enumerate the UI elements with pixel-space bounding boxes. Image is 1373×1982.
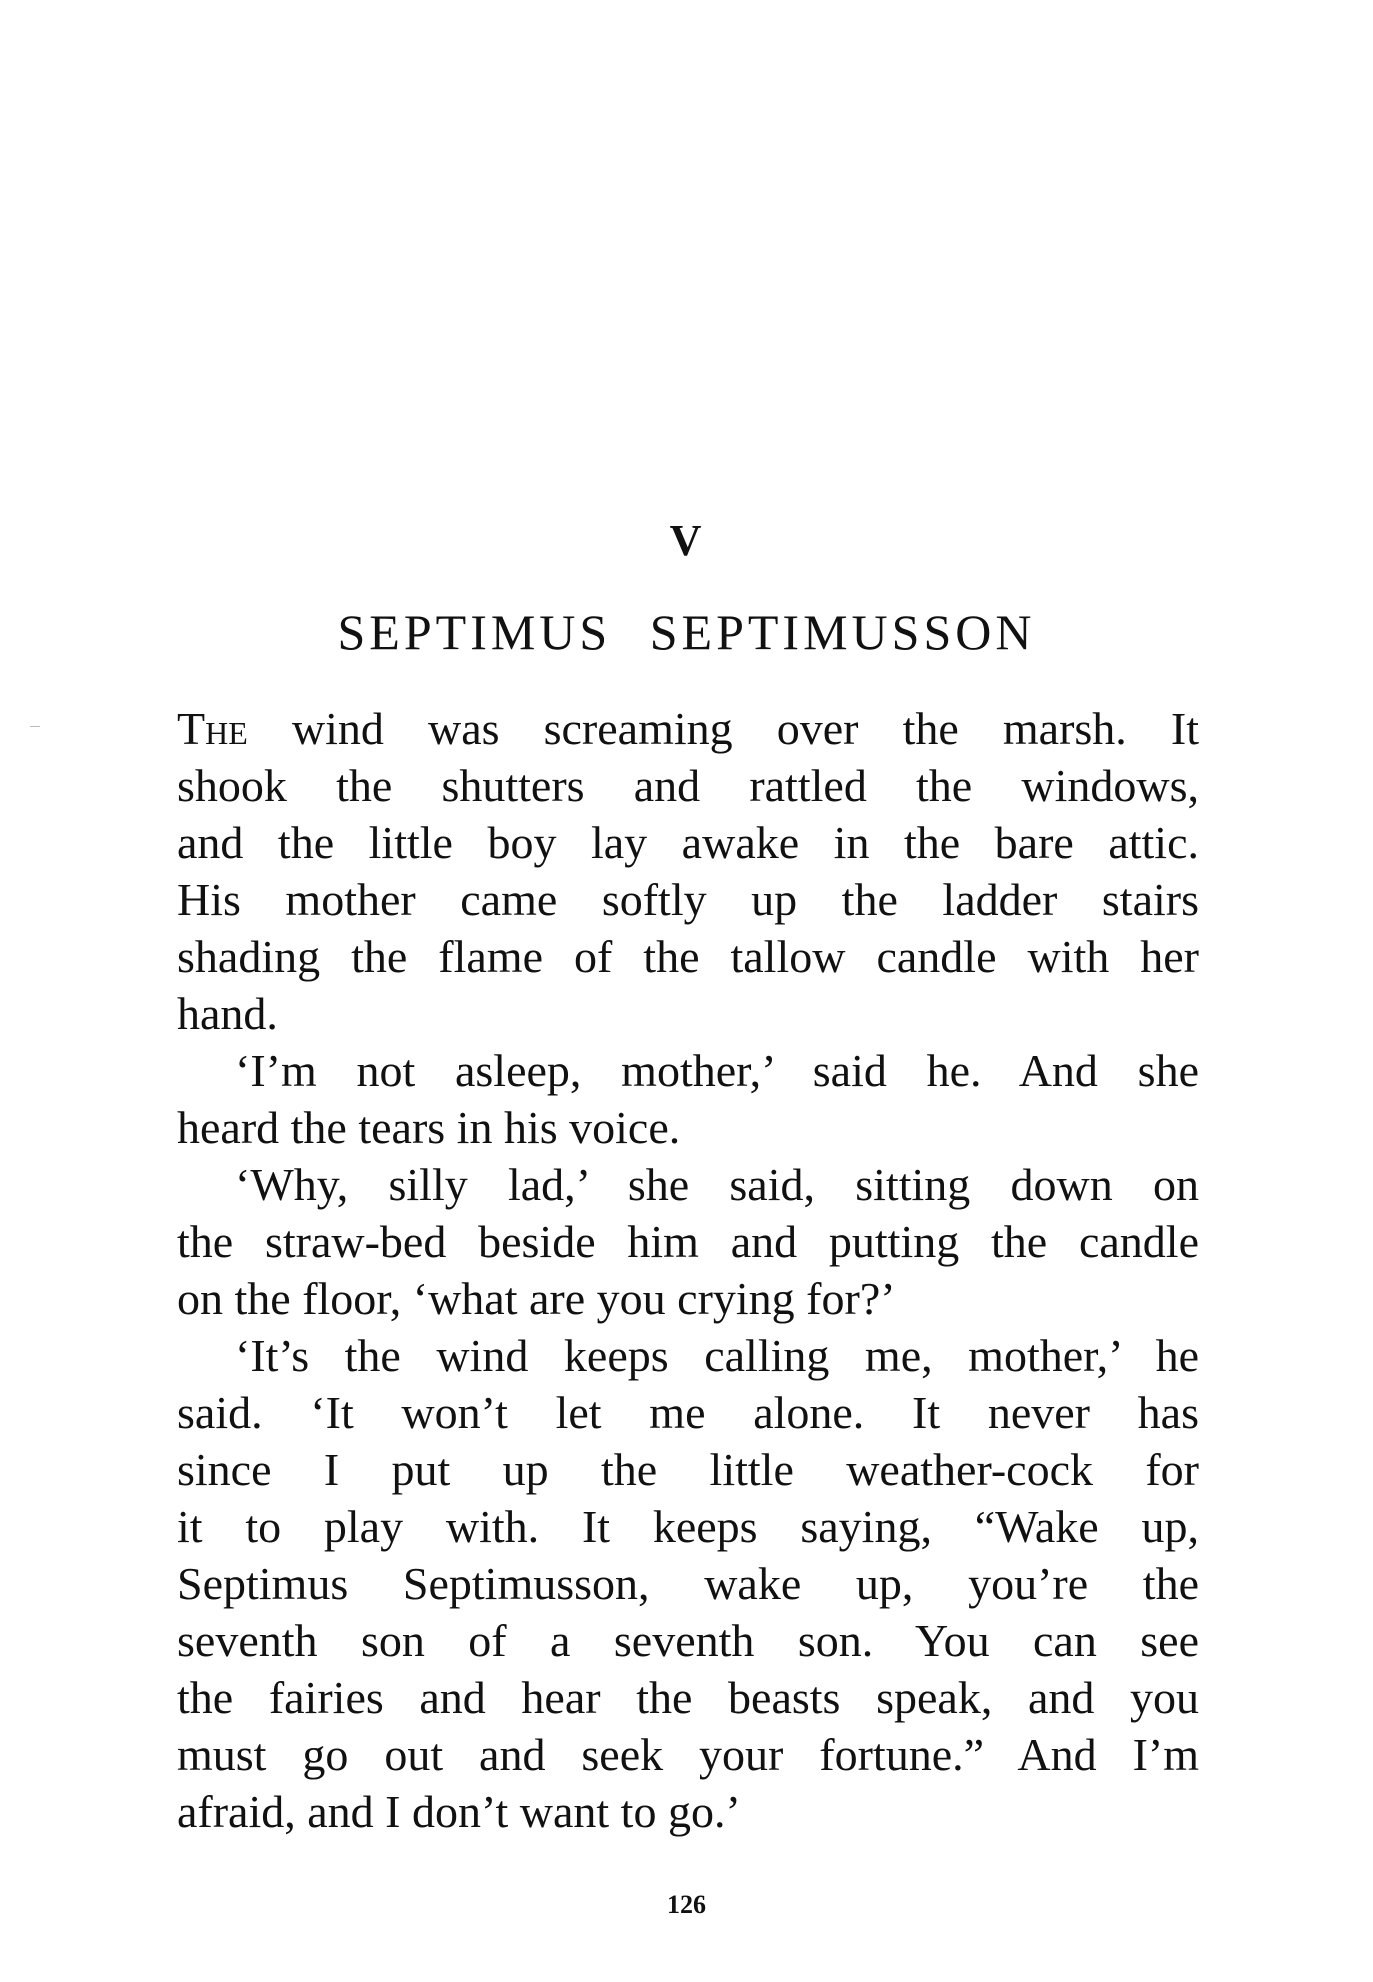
text-line: shading the flame of the tallow candle with her [177, 931, 1199, 982]
text-line: must go out and seek your fortune.” And I’m [177, 1729, 1199, 1780]
text-line: ‘I’m not asleep, mother,’ said he. And she [235, 1045, 1199, 1096]
text-line: and the little boy lay awake in the bare attic. [177, 817, 1199, 868]
text-line: since I put up the little weather-cock for [177, 1444, 1199, 1495]
paragraph-1 [177, 700, 1199, 1042]
text-line: seventh son of a seventh son. You can see [177, 1615, 1199, 1666]
text-line: shook the shutters and rattled the windows, [177, 760, 1199, 811]
text-line: heard the tears in his voice. [177, 1102, 681, 1153]
text-line: ‘It’s the wind keeps calling me, mother,’ he [235, 1330, 1199, 1381]
text-line: the fairies and hear the beasts speak, and you [177, 1672, 1199, 1723]
chapter-number: V [669, 516, 704, 565]
text-line: ‘Why, silly lad,’ she said, sitting down on [235, 1159, 1199, 1210]
text-line-content: wind was screaming over the marsh. It [291, 703, 1199, 754]
paragraph-2 [177, 1042, 1199, 1156]
opening-smallcaps: The [177, 703, 248, 754]
chapter-title: SEPTIMUS SEPTIMUSSON [337, 604, 1036, 660]
text-line: Septimus Septimusson, wake up, you’re the [177, 1558, 1199, 1609]
text-line: hand. [177, 988, 278, 1039]
margin-mark [30, 726, 40, 727]
paragraph-3 [177, 1156, 1199, 1327]
text-line [177, 700, 1199, 757]
paragraph-4 [177, 1327, 1199, 1840]
text-line: said. ‘It won’t let me alone. It never has [177, 1387, 1199, 1438]
body-text [177, 700, 1199, 1840]
text-line: on the floor, ‘what are you crying for?’ [177, 1273, 896, 1324]
text-line: afraid, and I don’t want to go.’ [177, 1786, 741, 1837]
text-line: the straw-bed beside him and putting the candle [177, 1216, 1199, 1267]
page-number: 126 [667, 1890, 706, 1919]
text-line: it to play with. It keeps saying, “Wake up, [177, 1501, 1199, 1552]
text-line: His mother came softly up the ladder stairs [177, 874, 1199, 925]
